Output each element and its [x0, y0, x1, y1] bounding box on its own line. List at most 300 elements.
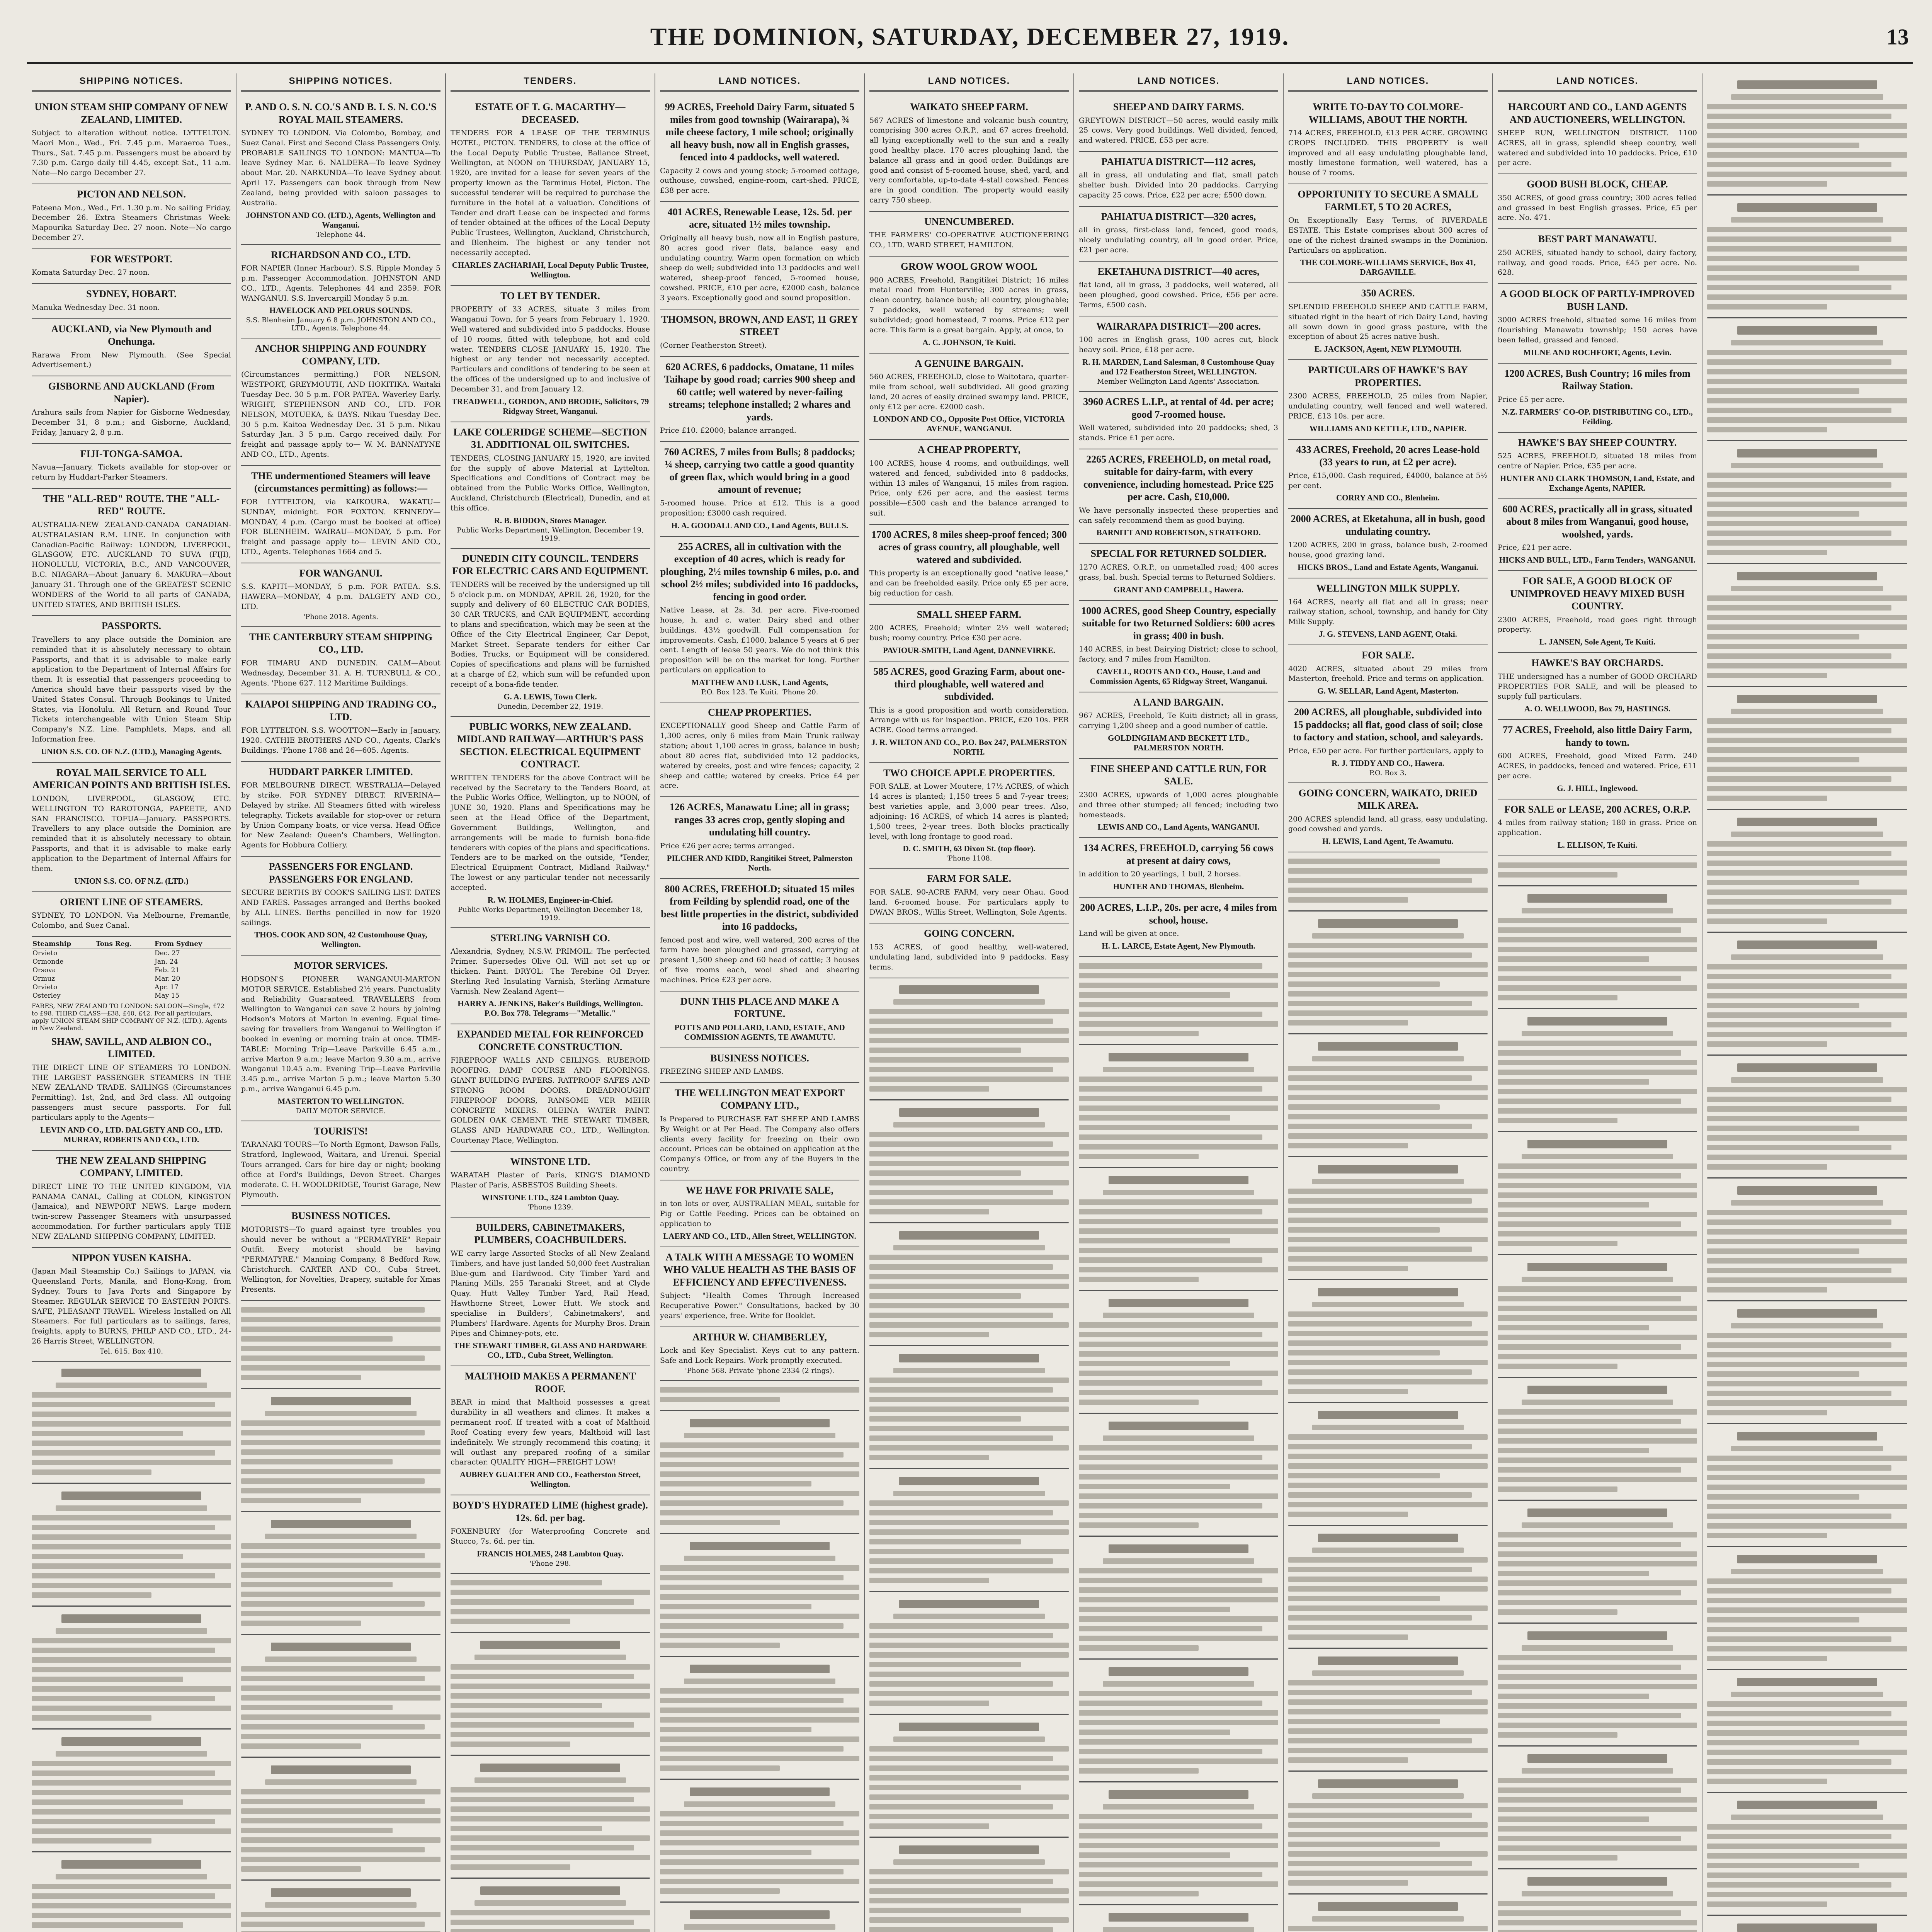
text-line-placeholder — [1707, 369, 1907, 374]
classified-ad — [1079, 97, 1278, 152]
text-line-placeholder — [1707, 1410, 1827, 1415]
ad-title: TO LET BY TENDER. — [500, 290, 600, 301]
ad-title: OPPORTUNITY TO SECURE A SMALL FARMLET, 5 TO 20 ACRES, — [1298, 189, 1478, 213]
text-line-placeholder — [1707, 1342, 1891, 1348]
text-line-placeholder — [1079, 1199, 1278, 1205]
text-line-placeholder — [1498, 1212, 1697, 1217]
ad-foot: Public Works Department, Wellington, December 19, 1919. — [457, 526, 644, 543]
text-line-placeholder — [1288, 1247, 1472, 1252]
ad-sign: UNION S.S. CO. OF N.Z. (LTD.), Managing Agents. — [41, 747, 222, 756]
text-line-placeholder — [1498, 1183, 1697, 1188]
text-line-placeholder — [1707, 1219, 1891, 1225]
text-line-placeholder — [1079, 1342, 1278, 1347]
text-line-placeholder — [1079, 1891, 1199, 1896]
table-row — [32, 966, 231, 975]
text-line-placeholder — [1707, 114, 1891, 119]
text-line-placeholder — [1288, 1331, 1488, 1336]
text-line-placeholder — [480, 1886, 620, 1895]
text-line-placeholder — [1498, 947, 1697, 952]
text-line-placeholder — [451, 1664, 650, 1670]
text-line-placeholder — [1498, 1532, 1697, 1537]
text-line-placeholder — [660, 1901, 859, 1903]
text-line-placeholder — [1498, 927, 1681, 933]
text-line-placeholder — [1731, 1323, 1883, 1328]
text-line-placeholder — [1707, 615, 1907, 620]
ad-sign: WILLIAMS AND KETTLE, LTD., NAPIER. — [1309, 423, 1467, 433]
text-line-placeholder — [1288, 1389, 1408, 1394]
text-line-placeholder — [1079, 1390, 1278, 1395]
text-line-placeholder — [241, 1828, 393, 1833]
text-line-placeholder — [1498, 1590, 1681, 1595]
text-line-placeholder — [451, 1722, 634, 1728]
text-line-placeholder — [1707, 1277, 1907, 1283]
classified-ad — [1288, 184, 1488, 283]
text-line-placeholder — [1707, 1041, 1827, 1047]
classified-ad — [660, 1247, 859, 1327]
ad-title: HUDDART PARKER LIMITED. — [269, 766, 413, 777]
text-line-placeholder — [1498, 1542, 1681, 1547]
text-line-placeholder — [1288, 1311, 1488, 1317]
text-line-placeholder — [684, 1679, 835, 1684]
text-line-placeholder — [869, 1406, 1069, 1412]
text-line-placeholder — [271, 1765, 410, 1774]
text-line-placeholder — [869, 1652, 1069, 1658]
text-line-placeholder — [1522, 1768, 1673, 1774]
text-line-placeholder — [660, 1471, 859, 1477]
text-line-placeholder — [1079, 1730, 1230, 1735]
text-line-placeholder — [660, 1633, 859, 1638]
ad-body: 164 ACRES, nearly all flat and all in grass; near railway station, school, township, and handy for City Milk Supply. — [1288, 597, 1488, 626]
classified-ad — [660, 1048, 859, 1083]
classified-ad — [451, 1218, 650, 1366]
ad-body: 525 ACRES, FREEHOLD, situated 18 miles from centre of Napier. Price, £35 per acre. — [1498, 452, 1697, 470]
text-line-placeholder — [899, 1477, 1039, 1485]
classified-ad — [1288, 440, 1488, 509]
text-line-placeholder — [1079, 1823, 1262, 1829]
text-line-placeholder — [1707, 595, 1907, 601]
text-line-placeholder — [1079, 1219, 1278, 1224]
text-line-placeholder — [1079, 1002, 1278, 1007]
text-line-placeholder — [451, 1742, 570, 1747]
text-line-placeholder — [869, 1141, 1053, 1147]
text-line-placeholder — [1498, 1041, 1697, 1046]
text-line-placeholder — [1527, 1386, 1667, 1394]
ad-title: 800 ACRES, FREEHOLD; situated 15 miles from Feilding by splendid road, one of the best little properties in the district, subdivided into 16 paddocks, — [661, 883, 859, 932]
text-line-placeholder — [1288, 1577, 1488, 1582]
text-line-placeholder — [32, 1525, 215, 1530]
text-line-placeholder — [1288, 910, 1488, 912]
text-line-placeholder — [1707, 521, 1907, 526]
text-line-placeholder — [1707, 1769, 1907, 1774]
ad-sign: H. LEWIS, Land Agent, Te Awamutu. — [1322, 837, 1454, 846]
ad-title: 600 ACRES, practically all in grass, situated about 8 miles from Wanganui, good house, woolshed, yards. — [1502, 503, 1692, 540]
text-line-placeholder — [474, 1900, 626, 1906]
text-line-placeholder — [451, 1703, 602, 1708]
text-line-placeholder — [451, 1835, 650, 1841]
text-line-placeholder — [32, 1903, 231, 1908]
text-line-placeholder — [1707, 870, 1907, 876]
page-number: 13 — [1886, 24, 1909, 49]
ad-title: 2265 ACRES, FREEHOLD, on metal road, suitable for dairy-farm, with every convenience, including homestead. Price £25 per acre. Cash, £10,000. — [1083, 453, 1274, 503]
ad-body: HODSON'S PIONEER WANGANUI-MARTON MOTOR SERVICE. Established 2½ years. Punctuality and Reliability Guaranteed. TRAVELLERS from Wellington to Wanganui can save 2 hours by joining Hodson's Motors at Marton in evening. Equal time-saving for travellers from Wanganui to Wellington if booked in evening or morning train at once. TIME-TABLE: Morning Trip—Leave Parkville 6.45 a.m., arrive Marton 9 a.m.; leave Marton 9.30 a.m., arrive Wanganui 10.45 a.m. Evening Trip—Leave Parkville 3.45 p.m., arrive Marton 5 p.m.; leave Marton 5.30 p.m., arrive Wanganui 6.45 p.m. — [241, 975, 440, 1094]
text-line-placeholder — [660, 1594, 859, 1600]
text-line-placeholder — [1522, 1645, 1673, 1651]
text-line-placeholder — [1288, 1748, 1488, 1753]
text-line-placeholder — [893, 1736, 1045, 1742]
text-line-placeholder — [1498, 1377, 1697, 1378]
text-line-placeholder — [1079, 1536, 1278, 1537]
text-line-placeholder — [1522, 1031, 1673, 1036]
ad-body: all in grass, all undulating and flat, small patch shelter bush. Divided into 20 paddocks. Carrying capacity 25 cows. Price, £22 per acre; £500 down. — [1079, 171, 1278, 200]
text-line-placeholder — [32, 1851, 231, 1852]
classified-ad — [660, 537, 859, 702]
classified-ad — [451, 1152, 650, 1218]
text-line-placeholder — [1079, 1154, 1199, 1159]
ad-body: Alexandria, Sydney, N.S.W. PRIMOIL: The perfected Primer. Supersedes Olive Oil. Will not set up or thicken. Paint. DRYOL: The Terebine Oil Dryer. Sterling Red Insulating Varnish, Sterling Armature Varnish. New Zealand Agent— — [451, 947, 650, 996]
text-line-placeholder — [1707, 304, 1827, 310]
text-line-placeholder — [869, 1378, 1069, 1383]
text-line-placeholder — [1707, 440, 1907, 441]
text-line-placeholder — [660, 1575, 844, 1580]
text-line-placeholder — [1707, 861, 1907, 866]
text-line-placeholder — [1079, 1645, 1199, 1651]
text-line-placeholder — [32, 1638, 231, 1643]
classified-ad — [869, 869, 1069, 923]
text-line-placeholder — [32, 1686, 231, 1692]
text-line-placeholder — [1527, 1140, 1667, 1148]
ad-sign: LEWIS AND CO., Land Agents, WANGANUI. — [1097, 822, 1260, 832]
text-line-placeholder — [1737, 80, 1878, 89]
text-line-placeholder — [1079, 992, 1230, 998]
ad-title: DUNN THIS PLACE AND MAKE A FORTUNE. — [680, 995, 839, 1020]
text-line-placeholder — [1079, 1872, 1262, 1877]
text-line-placeholder — [1707, 1504, 1907, 1509]
text-line-placeholder — [241, 1847, 425, 1852]
text-line-placeholder — [1079, 1768, 1199, 1774]
text-line-placeholder — [56, 1874, 207, 1879]
text-line-placeholder — [1079, 1371, 1278, 1376]
text-line-placeholder — [1312, 1793, 1464, 1799]
text-line-placeholder — [1731, 586, 1883, 591]
classified-ad — [1498, 499, 1697, 571]
classified-ad — [660, 1083, 859, 1180]
text-line-placeholder — [1498, 1438, 1697, 1444]
ad-title: FOR SALE, A GOOD BLOCK OF UNIMPROVED HEAVY MIXED BUSH COUNTRY. — [1510, 575, 1685, 612]
text-line-placeholder — [451, 1787, 650, 1793]
text-line-placeholder — [1737, 1432, 1878, 1440]
classified-ad — [869, 257, 1069, 353]
text-line-placeholder — [869, 1888, 1069, 1894]
column-heading: LAND NOTICES. — [660, 73, 859, 92]
text-line-placeholder — [1079, 1445, 1278, 1451]
text-line-placeholder — [241, 1592, 440, 1597]
text-line-placeholder — [1707, 1054, 1907, 1056]
text-line-placeholder — [32, 1828, 231, 1834]
text-line-placeholder — [1707, 738, 1907, 743]
text-line-placeholder — [1707, 809, 1907, 810]
text-line-placeholder — [1498, 1070, 1697, 1075]
text-line-placeholder — [1079, 1125, 1278, 1130]
text-line-placeholder — [1103, 1558, 1254, 1564]
text-line-placeholder — [1079, 1852, 1230, 1858]
text-line-placeholder — [1707, 1759, 1891, 1765]
text-line-placeholder — [61, 1737, 201, 1746]
text-line-placeholder — [869, 1455, 989, 1460]
text-line-placeholder — [869, 1190, 1053, 1195]
classified-ad — [660, 357, 859, 442]
ad-body: SECURE BERTHS BY COOK'S SAILING LIST. DATES AND FARES. Passages arranged and Berths booked by ALL LINES. Berths pencilled in now for 1920 sailings. — [241, 888, 440, 927]
classified-ad — [451, 928, 650, 1025]
classified-ad — [869, 662, 1069, 763]
text-line-placeholder — [1498, 1580, 1697, 1586]
ad-title: SHEEP AND DAIRY FARMS. — [1113, 101, 1244, 112]
ad-title: MALTHOID MAKES A PERMANENT ROOF. — [464, 1371, 636, 1395]
text-line-placeholder — [1079, 1021, 1278, 1027]
classified-ad — [1288, 97, 1488, 184]
text-line-placeholder — [1707, 1371, 1859, 1377]
text-line-placeholder — [869, 1332, 989, 1337]
text-line-placeholder — [241, 1572, 440, 1578]
ad-title: ARTHUR W. CHAMBERLEY, — [692, 1331, 827, 1343]
text-line-placeholder — [32, 1440, 231, 1446]
ad-title: WE HAVE FOR PRIVATE SALE, — [685, 1184, 834, 1196]
ad-body: Rarawa From New Plymouth. (See Special Advertisement.) — [32, 350, 231, 369]
text-line-placeholder — [1707, 1333, 1907, 1338]
text-line-placeholder — [1079, 1209, 1262, 1214]
text-line-placeholder — [1079, 1134, 1262, 1140]
ad-body: SPLENDID FREEHOLD SHEEP AND CATTLE FARM, situated right in the heart of rich Dairy Land, having all sown down in good grass pasture, with the exception of about 25 acres native bush. — [1288, 302, 1488, 341]
text-line-placeholder — [451, 1826, 602, 1831]
text-line-placeholder — [1498, 1551, 1697, 1557]
text-line-placeholder — [690, 1542, 829, 1550]
column-4 — [655, 73, 865, 1932]
text-line-placeholder — [32, 1780, 231, 1786]
ad-body: 900 ACRES, Freehold, Rangitikei District; 16 miles metal road from Hunterville; 300 acres in grass, clean country, balance bush; all country, ploughable; 7 paddocks, well watered by streams; well subdivided; good homestead, 7 rooms. Price £12 per acre. This farm is a great bargain. Apply, at once, to — [869, 276, 1069, 334]
text-line-placeholder — [241, 1695, 440, 1701]
text-line-placeholder — [32, 1770, 215, 1776]
text-line-placeholder — [56, 1505, 207, 1511]
text-line-placeholder — [660, 1410, 859, 1411]
ad-title: SMALL SHEEP FARM. — [917, 609, 1022, 620]
text-line-placeholder — [1498, 1674, 1697, 1680]
ad-foot: Telephone 44. — [316, 230, 366, 239]
text-line-placeholder — [1707, 653, 1891, 659]
text-line-placeholder — [1288, 878, 1472, 883]
ad-title: PARTICULARS OF HAWKE'S BAY PROPERTIES. — [1308, 364, 1468, 388]
table-row — [32, 992, 231, 1000]
text-line-placeholder — [32, 1648, 215, 1653]
text-line-placeholder — [1079, 1597, 1278, 1602]
text-line-placeholder — [1079, 1881, 1278, 1887]
text-line-placeholder — [1707, 1578, 1907, 1584]
text-line-placeholder — [32, 1657, 231, 1663]
text-line-placeholder — [1707, 236, 1891, 242]
text-line-placeholder — [1288, 1208, 1488, 1213]
ad-sign: WINSTONE LTD., 324 Lambton Quay. — [481, 1192, 619, 1202]
text-line-placeholder — [660, 1688, 859, 1694]
classified-ad — [32, 97, 231, 184]
text-line-placeholder — [1498, 1448, 1649, 1453]
text-line-placeholder — [1498, 1354, 1697, 1359]
classified-ad — [1288, 702, 1488, 783]
text-line-placeholder — [1312, 1179, 1464, 1184]
text-line-placeholder — [869, 1274, 1069, 1279]
text-line-placeholder — [1737, 203, 1878, 212]
text-line-placeholder — [1707, 172, 1907, 177]
classified-ad — [241, 627, 440, 694]
text-line-placeholder — [1522, 1154, 1673, 1159]
text-line-placeholder — [1079, 1455, 1262, 1460]
classified-ad — [451, 1024, 650, 1151]
text-line-placeholder — [1079, 1522, 1199, 1528]
text-line-placeholder — [869, 1529, 1069, 1535]
ad-title: P. AND O. S. N. CO.'S AND B. I. S. N. CO.'S ROYAL MAIL STEAMERS. — [245, 101, 437, 125]
ad-title: SHAW, SAVILL, AND ALBION CO., LIMITED. — [51, 1036, 212, 1060]
text-line-placeholder — [32, 1677, 183, 1682]
text-line-placeholder — [451, 1845, 634, 1850]
text-line-placeholder — [660, 1869, 844, 1874]
text-line-placeholder — [869, 1898, 1069, 1903]
text-line-placeholder — [869, 1681, 1053, 1687]
schedule-cell — [95, 957, 154, 966]
text-line-placeholder — [32, 1605, 231, 1607]
text-line-placeholder — [869, 1322, 1069, 1328]
classified-ad — [1288, 645, 1488, 702]
ad-sign: THE COLMORE-WILLIAMS SERVICE, Box 41, DARGAVILLE. — [1300, 258, 1476, 277]
ad-title: WAIKATO SHEEP FARM. — [910, 101, 1028, 112]
text-line-placeholder — [899, 1845, 1039, 1854]
ad-body: 350 ACRES, of good grass country; 300 acres felled and grassed in best English grasses. Price, £5 per acre. No. 471. — [1498, 193, 1697, 222]
text-line-placeholder — [660, 1859, 859, 1865]
text-line-placeholder — [684, 1556, 835, 1561]
classified-ad — [869, 605, 1069, 662]
text-line-placeholder — [1707, 1465, 1891, 1471]
text-line-placeholder — [660, 1623, 844, 1629]
ad-title: FIJI-TONGA-SAMOA. — [80, 448, 183, 459]
text-line-placeholder — [1498, 1202, 1649, 1208]
ad-body: Arahura sails from Napier for Gisborne Wednesday, December 31, 8 p.m.; and Gisborne, Auckland, Friday, January 2, 8 p.m. — [32, 408, 231, 437]
text-line-placeholder — [1707, 1362, 1907, 1367]
text-line-placeholder — [690, 1665, 829, 1673]
ad-title: GOOD BUSH BLOCK, CHEAP. — [1527, 179, 1668, 190]
ad-body: Subject to alteration without notice. LYTTELTON. Maori Mon., Wed., Fri. 7.45 p.m. Maraeroa Tues., Thurs., Sat. 7.45 p.m. Passengers must be aboard by 7.30 p.m. Cargo daily till 4.45, except Sat., 11 a.m. Note—No cargo December 27. — [32, 129, 231, 177]
text-line-placeholder — [1731, 340, 1883, 345]
ad-sign: MASTERTON TO WELLINGTON. — [277, 1096, 404, 1106]
text-line-placeholder — [1498, 1500, 1697, 1501]
text-line-placeholder — [660, 1462, 859, 1467]
text-line-placeholder — [1707, 1177, 1907, 1179]
ad-body: Price £10. £2000; balance arranged. — [660, 426, 796, 435]
text-line-placeholder — [1707, 673, 1827, 678]
ad-body: FOR NAPIER (Inner Harbour). S.S. Ripple Monday 5 p.m. Passenger Accommodation. JOHNSTON AND CO., LTD., Agents. Telephones 44 and 2359. FOR WANGANUI. S.S. Invercargill Monday 5 p.m. — [241, 264, 440, 303]
text-line-placeholder — [1288, 1279, 1488, 1280]
classified-ad — [869, 923, 1069, 978]
text-line-placeholder — [1318, 1902, 1458, 1911]
ad-title: WRITE TO-DAY TO COLMORE-WILLIAMS, ABOUT THE NORTH. — [1308, 101, 1468, 125]
text-line-placeholder — [241, 1511, 440, 1512]
text-line-placeholder — [1498, 1419, 1681, 1424]
text-line-placeholder — [1707, 1248, 1859, 1254]
text-line-placeholder — [241, 1498, 361, 1503]
text-line-placeholder — [1079, 1781, 1278, 1782]
classified-ad — [1498, 97, 1697, 174]
text-line-placeholder — [1707, 776, 1891, 782]
text-line-placeholder — [1318, 1288, 1458, 1296]
text-line-placeholder — [1707, 1391, 1891, 1396]
text-line-placeholder — [660, 1500, 844, 1506]
text-line-placeholder — [1079, 1044, 1278, 1045]
classified-ad — [869, 212, 1069, 257]
text-line-placeholder — [241, 1685, 440, 1691]
text-line-placeholder — [1498, 1855, 1617, 1861]
ad-title: PAHIATUA DISTRICT—320 acres, — [1101, 211, 1256, 222]
ad-sign: R. W. HOLMES, Engineer-in-Chief. — [487, 895, 613, 905]
text-line-placeholder — [869, 1057, 1069, 1063]
ad-title: RICHARDSON AND CO., LTD. — [271, 249, 411, 260]
text-line-placeholder — [869, 1067, 1053, 1072]
classified-ad — [32, 376, 231, 444]
ad-body: THE DIRECT LINE OF STEAMERS TO LONDON. THE LARGEST PASSENGER STEAMERS IN THE NEW ZEALAND TRADE. SAILINGS (Circumstances Permitting). 1st, 2nd, and 3rd class. All outgoing passengers must secure passports. For full particulars apply to the Agents— — [32, 1063, 231, 1122]
ad-body: (Corner Featherston Street). — [660, 341, 767, 350]
text-line-placeholder — [1707, 1824, 1907, 1830]
ad-body: in addition to 20 yearlings, 1 bull, 2 horses. — [1079, 870, 1242, 879]
text-line-placeholder — [869, 1578, 989, 1583]
text-line-placeholder — [1498, 1745, 1697, 1747]
text-line-placeholder — [56, 1383, 207, 1388]
text-line-placeholder — [1288, 1350, 1440, 1355]
text-line-placeholder — [1498, 1254, 1697, 1255]
ad-title: BUSINESS NOTICES. — [291, 1210, 390, 1222]
text-line-placeholder — [1288, 1010, 1488, 1016]
text-line-placeholder — [1288, 1871, 1488, 1876]
ad-sign: D. C. SMITH, 63 Dixon St. (top floor). — [903, 844, 1036, 854]
text-line-placeholder — [1288, 1033, 1488, 1034]
ad-title: FOR WANGANUI. — [299, 567, 383, 579]
text-line-placeholder — [869, 1756, 1053, 1761]
text-line-placeholder — [1498, 1787, 1681, 1793]
schedule-cell — [95, 983, 154, 992]
text-line-placeholder — [271, 1397, 410, 1405]
classified-ad — [1498, 229, 1697, 284]
ad-sign: GOLDINGHAM AND BECKETT LTD., PALMERSTON NORTH. — [1108, 733, 1249, 752]
text-line-placeholder — [1707, 1135, 1907, 1141]
text-line-placeholder — [660, 1387, 859, 1393]
text-line-placeholder — [1288, 1227, 1440, 1233]
text-line-placeholder — [32, 1402, 215, 1407]
classified-ad — [32, 184, 231, 249]
classified-ad — [660, 992, 859, 1048]
text-line-placeholder — [1079, 983, 1278, 988]
text-line-placeholder — [1731, 463, 1883, 468]
text-line-placeholder — [32, 1544, 231, 1549]
text-line-placeholder — [660, 1765, 780, 1771]
masthead — [27, 15, 1913, 64]
text-line-placeholder — [1707, 1210, 1907, 1215]
ad-sign: MILNE AND ROCHFORT, Agents, Levin. — [1523, 347, 1672, 357]
text-line-placeholder — [1707, 379, 1907, 384]
ad-title: AUCKLAND, via New Plymouth and Onehunga. — [51, 323, 212, 347]
text-line-placeholder — [1707, 663, 1907, 668]
text-line-placeholder — [1288, 1463, 1488, 1469]
ad-body: SYDNEY TO LONDON. Via Colombo, Bombay, and Suez Canal. First and Second Class Passengers Only. PROBABLE SAILINGS TO LONDON: MANTUA—To leave Sydney Mar. 6. NALDERA—To leave Sydney about Mar. 20. NARKUNDA—To leave Sydney about April 17. Passengers can book through from New Zealand, being provided with saloon passages to Australia. — [241, 129, 440, 207]
text-line-placeholder — [1079, 1351, 1278, 1357]
text-line-placeholder — [1527, 1263, 1667, 1271]
text-line-placeholder — [1707, 1915, 1907, 1916]
text-line-placeholder — [1731, 1077, 1883, 1083]
ad-body: S.S. KAPITI—MONDAY, 5 p.m. FOR PATEA. S.S. HAWERA—MONDAY, 4 p.m. DALGETY AND CO., LTD. — [241, 582, 440, 611]
ad-body: Price, £21 per acre. — [1498, 543, 1572, 552]
text-line-placeholder — [1288, 1095, 1488, 1100]
